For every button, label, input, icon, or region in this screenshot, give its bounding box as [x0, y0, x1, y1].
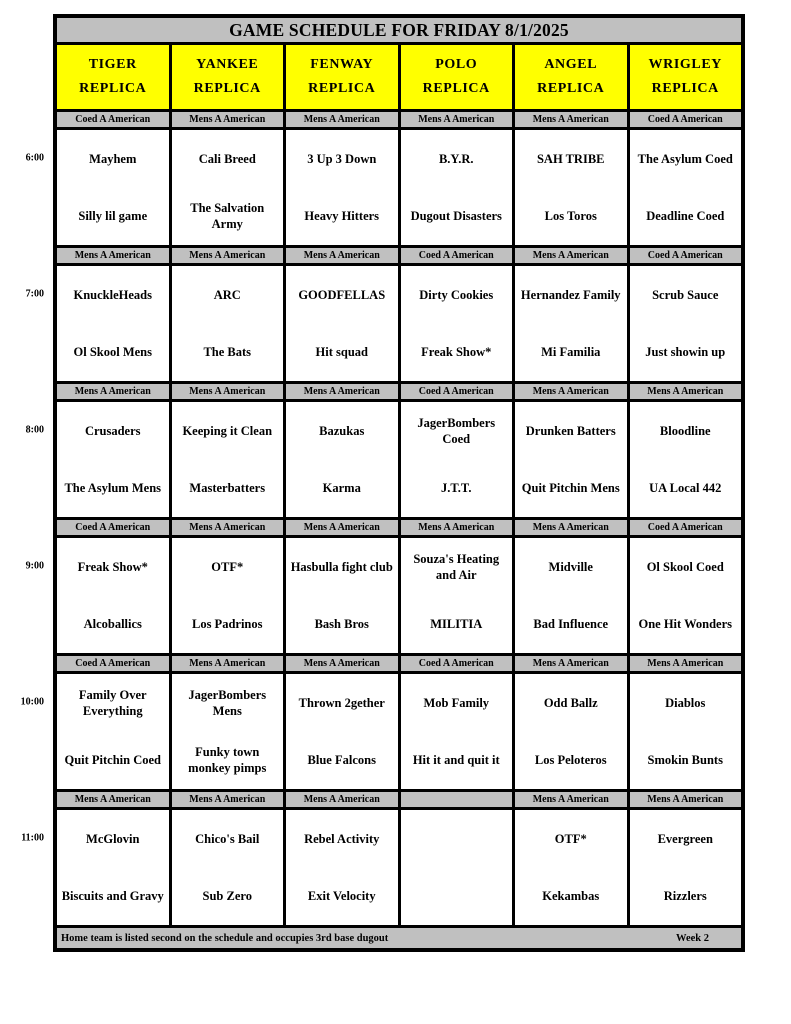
- home-team: The Bats: [203, 345, 252, 360]
- game-cell: [515, 538, 627, 653]
- home-team: Hit squad: [315, 345, 368, 360]
- away-team: Crusaders: [84, 423, 141, 438]
- league-label: Mens A American: [515, 792, 627, 807]
- away-team: OTF*: [554, 831, 587, 846]
- home-team: Silly lil game: [78, 209, 148, 224]
- league-label: Coed A American: [401, 384, 513, 399]
- field-header-wrigley: [630, 45, 742, 109]
- home-team: Dugout Disasters: [410, 209, 502, 224]
- game-cell: [286, 674, 398, 789]
- away-team: ARC: [213, 287, 241, 302]
- field-name: YANKEE: [196, 56, 259, 72]
- game-cell: [630, 810, 742, 925]
- league-label: Mens A American: [515, 248, 627, 263]
- game-cell: [172, 810, 284, 925]
- home-team: MILITIA: [430, 617, 483, 632]
- home-team: Smokin Bunts: [647, 753, 723, 768]
- away-team: Hernandez Family: [520, 287, 621, 302]
- game-cell: [515, 266, 627, 381]
- home-team: UA Local 442: [649, 481, 722, 496]
- away-team: SAH TRIBE: [536, 151, 605, 166]
- league-label: Mens A American: [57, 248, 169, 263]
- away-team: Family Over Everything: [78, 687, 147, 718]
- away-team: Bazukas: [319, 423, 365, 438]
- game-cell: [630, 402, 742, 517]
- field-header-fenway: [286, 45, 398, 109]
- league-label: Mens A American: [515, 520, 627, 535]
- home-team: Funky town monkey pimps: [188, 745, 267, 776]
- game-cell: [401, 538, 513, 653]
- away-team: Midville: [548, 559, 593, 574]
- league-label: Mens A American: [172, 520, 284, 535]
- league-label: Coed A American: [57, 656, 169, 671]
- home-team: Bad Influence: [533, 617, 609, 632]
- league-label: Mens A American: [57, 792, 169, 807]
- week-label: Week 2: [676, 932, 709, 944]
- league-label: Mens A American: [630, 384, 742, 399]
- schedule-table: [53, 14, 745, 952]
- game-cell: [401, 810, 513, 925]
- away-team: Mob Family: [423, 695, 490, 710]
- game-cell: [515, 130, 627, 245]
- home-team: Mi Familia: [541, 345, 601, 360]
- game-cell: [515, 674, 627, 789]
- league-label: Coed A American: [401, 248, 513, 263]
- time-label: 10:00: [20, 696, 44, 708]
- game-cell: [630, 130, 742, 245]
- field-header-yankee: [172, 45, 284, 109]
- away-team: JagerBombers Coed: [417, 415, 496, 446]
- home-team: Alcoballics: [83, 617, 142, 632]
- league-label: Mens A American: [57, 384, 169, 399]
- footer-bar: [57, 928, 741, 948]
- game-cell: [286, 266, 398, 381]
- league-label: Mens A American: [172, 248, 284, 263]
- away-team: JagerBombers Mens: [188, 687, 267, 718]
- home-team: Ol Skool Mens: [73, 345, 152, 360]
- away-team: OTF*: [211, 559, 244, 574]
- league-label: Coed A American: [401, 656, 513, 671]
- league-label: Mens A American: [401, 112, 513, 127]
- game-cell: [172, 538, 284, 653]
- field-name: WRIGLEY: [648, 56, 722, 72]
- home-team: Los Toros: [544, 209, 597, 224]
- game-cell: [286, 130, 398, 245]
- home-team: Los Padrinos: [191, 617, 263, 632]
- away-team: Cali Breed: [198, 151, 256, 166]
- field-type: REPLICA: [537, 81, 605, 97]
- game-cell: [57, 674, 169, 789]
- league-label: Mens A American: [172, 656, 284, 671]
- footer-note: Home team is listed second on the schedule and occupies 3rd base dugout: [61, 932, 389, 944]
- home-team: Heavy Hitters: [304, 209, 380, 224]
- game-cell: [515, 810, 627, 925]
- away-team: Ol Skool Coed: [646, 559, 724, 574]
- field-name: TIGER: [88, 56, 137, 72]
- game-cell: [630, 538, 742, 653]
- away-team: The Asylum Coed: [637, 151, 733, 166]
- game-cell: [172, 130, 284, 245]
- game-cell: [57, 538, 169, 653]
- league-label: Coed A American: [57, 112, 169, 127]
- away-team: Souza's Heating and Air: [413, 551, 500, 582]
- away-team: GOODFELLAS: [298, 287, 386, 302]
- field-header-polo: [401, 45, 513, 109]
- field-header-tiger: [57, 45, 169, 109]
- away-team: Hasbulla fight club: [290, 559, 393, 574]
- field-name: POLO: [435, 56, 478, 72]
- game-cell: [286, 402, 398, 517]
- game-cell: [401, 402, 513, 517]
- away-team: Chico's Bail: [195, 831, 260, 846]
- away-team: Dirty Cookies: [419, 287, 494, 302]
- away-team: McGlovin: [86, 831, 140, 846]
- game-cell: [515, 402, 627, 517]
- home-team: [401, 868, 513, 926]
- field-name: ANGEL: [544, 56, 598, 72]
- away-team: Freak Show*: [77, 559, 148, 574]
- home-team: Sub Zero: [202, 889, 252, 904]
- time-label: 7:00: [25, 288, 44, 300]
- away-team: Scrub Sauce: [652, 287, 719, 302]
- home-team: The Salvation Army: [190, 201, 265, 232]
- game-cell: [172, 674, 284, 789]
- field-type: REPLICA: [193, 81, 261, 97]
- home-team: Karma: [322, 481, 361, 496]
- time-label: 8:00: [25, 424, 44, 436]
- league-label: Mens A American: [401, 520, 513, 535]
- away-team: Evergreen: [657, 831, 713, 846]
- away-team: Keeping it Clean: [182, 423, 273, 438]
- game-cell: [57, 402, 169, 517]
- league-label: Mens A American: [630, 656, 742, 671]
- away-team: 3 Up 3 Down: [307, 151, 377, 166]
- away-team: Diablos: [665, 695, 706, 710]
- home-team: Deadline Coed: [646, 209, 725, 224]
- league-label: Mens A American: [515, 112, 627, 127]
- home-team: Rizzlers: [663, 889, 707, 904]
- field-type: REPLICA: [79, 81, 147, 97]
- league-label: Mens A American: [172, 792, 284, 807]
- game-cell: [172, 266, 284, 381]
- home-team: J.T.T.: [441, 481, 472, 496]
- field-type: REPLICA: [651, 81, 719, 97]
- league-label: Mens A American: [172, 112, 284, 127]
- league-label: Coed A American: [630, 520, 742, 535]
- league-label: Mens A American: [286, 792, 398, 807]
- league-label: [401, 792, 513, 807]
- away-team: Odd Ballz: [543, 695, 598, 710]
- away-team: Bloodline: [659, 423, 711, 438]
- time-label: 9:00: [25, 560, 44, 572]
- home-team: Los Peloteros: [534, 753, 607, 768]
- league-label: Mens A American: [286, 384, 398, 399]
- game-cell: [630, 266, 742, 381]
- game-cell: [172, 402, 284, 517]
- away-team: [401, 810, 513, 868]
- home-team: Bash Bros: [314, 617, 369, 632]
- home-team: Exit Velocity: [307, 889, 376, 904]
- league-label: Mens A American: [286, 112, 398, 127]
- league-label: Coed A American: [630, 112, 742, 127]
- home-team: One Hit Wonders: [638, 617, 733, 632]
- away-team: Rebel Activity: [304, 831, 380, 846]
- time-label: 11:00: [21, 832, 44, 844]
- away-team: KnuckleHeads: [73, 287, 152, 302]
- home-team: Biscuits and Gravy: [61, 889, 164, 904]
- game-cell: [57, 130, 169, 245]
- league-label: Mens A American: [286, 248, 398, 263]
- time-label: 6:00: [25, 152, 44, 164]
- league-label: Coed A American: [57, 520, 169, 535]
- away-team: Thrown 2gether: [298, 695, 385, 710]
- field-type: REPLICA: [422, 81, 490, 97]
- home-team: Kekambas: [542, 889, 600, 904]
- field-header-angel: [515, 45, 627, 109]
- game-cell: [286, 810, 398, 925]
- league-label: Mens A American: [515, 384, 627, 399]
- league-label: Coed A American: [630, 248, 742, 263]
- game-cell: [57, 266, 169, 381]
- league-label: Mens A American: [172, 384, 284, 399]
- league-label: Mens A American: [630, 792, 742, 807]
- away-team: Mayhem: [89, 151, 137, 166]
- game-cell: [401, 266, 513, 381]
- home-team: Quit Pitchin Coed: [64, 753, 162, 768]
- schedule-title: GAME SCHEDULE FOR FRIDAY 8/1/2025: [57, 18, 741, 42]
- field-name: FENWAY: [310, 56, 374, 72]
- game-cell: [401, 130, 513, 245]
- game-cell: [401, 674, 513, 789]
- home-team: Freak Show*: [421, 345, 492, 360]
- home-team: The Asylum Mens: [64, 481, 162, 496]
- home-team: Masterbatters: [189, 481, 266, 496]
- home-team: Quit Pitchin Mens: [521, 481, 620, 496]
- away-team: Drunken Batters: [525, 423, 616, 438]
- game-cell: [630, 674, 742, 789]
- home-team: Just showin up: [645, 345, 726, 360]
- game-cell: [57, 810, 169, 925]
- field-type: REPLICA: [308, 81, 376, 97]
- league-label: Mens A American: [515, 656, 627, 671]
- home-team: Hit it and quit it: [412, 753, 500, 768]
- league-label: Mens A American: [286, 520, 398, 535]
- away-team: B.Y.R.: [438, 151, 474, 166]
- home-team: Blue Falcons: [307, 753, 376, 768]
- game-cell: [286, 538, 398, 653]
- league-label: Mens A American: [286, 656, 398, 671]
